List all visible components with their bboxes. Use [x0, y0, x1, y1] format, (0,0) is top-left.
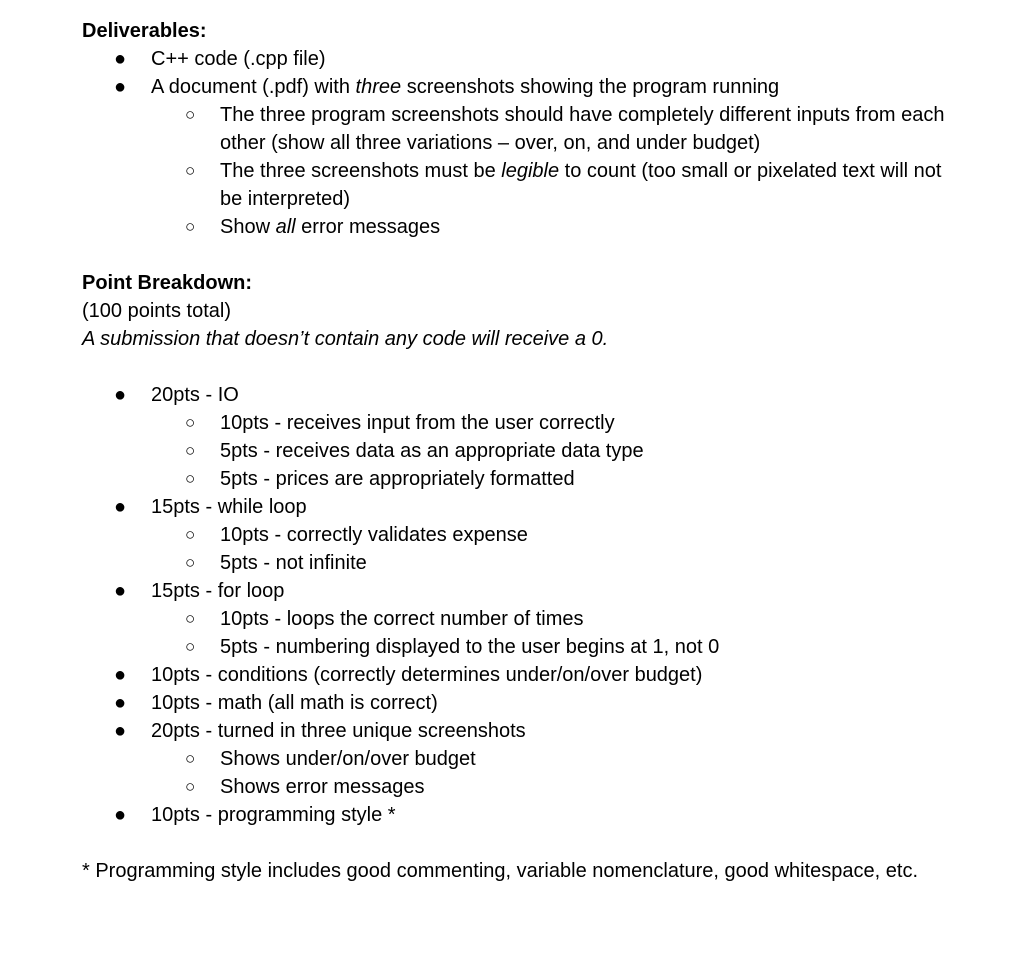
bullet-icon: ● — [114, 48, 127, 70]
bullet-icon: ● — [114, 580, 127, 602]
sub-bullet-icon: ○ — [185, 441, 196, 460]
zero-code-note: A submission that doesn’t contain any code will receive a 0. — [82, 328, 609, 350]
sub-bullet-icon: ○ — [185, 161, 196, 180]
deliverable-subitem-inputs: The three program screenshots should have completely different inputs from each other (show all three variations – over, on, and under budget) — [220, 104, 945, 154]
rubric-subitem: 10pts - correctly validates expense — [220, 524, 528, 546]
rubric-subitem: 10pts - receives input from the user correctly — [220, 412, 615, 434]
rubric-subitem: 10pts - loops the correct number of times — [220, 608, 584, 630]
bullet-icon: ● — [114, 664, 127, 686]
sub-bullet-icon: ○ — [185, 525, 196, 544]
sub-bullet-icon: ○ — [185, 637, 196, 656]
deliverable-item-code: C++ code (.cpp file) — [151, 48, 326, 70]
rubric-subitem: 5pts - numbering displayed to the user begins at 1, not 0 — [220, 636, 720, 658]
sub-bullet-icon: ○ — [185, 469, 196, 488]
point-breakdown-heading: Point Breakdown: — [82, 272, 253, 294]
rubric-item-conditions: 10pts - conditions (correctly determines under/on/over budget) — [151, 664, 703, 686]
deliverable-item-document: A document (.pdf) with three screenshots showing the program running — [151, 76, 780, 98]
points-total: (100 points total) — [82, 300, 231, 322]
rubric-subitem: Shows error messages — [220, 776, 425, 798]
sub-bullet-icon: ○ — [185, 553, 196, 572]
rubric-item-math: 10pts - math (all math is correct) — [151, 692, 438, 714]
rubric-subitem: 5pts - receives data as an appropriate data type — [220, 440, 644, 462]
deliverable-subitem-legible: The three screenshots must be legible to count (too small or pixelated text will not be interpreted) — [220, 160, 942, 210]
style-footnote: * Programming style includes good commenting, variable nomenclature, good whitespace, etc. — [82, 860, 918, 882]
sub-bullet-icon: ○ — [185, 609, 196, 628]
rubric-subitem: 5pts - prices are appropriately formatted — [220, 468, 575, 490]
bullet-icon: ● — [114, 76, 127, 98]
sub-bullet-icon: ○ — [185, 217, 196, 236]
bullet-icon: ● — [114, 692, 127, 714]
sub-bullet-icon: ○ — [185, 749, 196, 768]
sub-bullet-icon: ○ — [185, 777, 196, 796]
rubric-item-while-loop: 15pts - while loop — [151, 496, 307, 518]
rubric-subitem: 5pts - not infinite — [220, 552, 367, 574]
rubric-subitem: Shows under/on/over budget — [220, 748, 476, 770]
rubric-item-screenshots: 20pts - turned in three unique screenshots — [151, 720, 526, 742]
deliverable-subitem-errors: Show all error messages — [220, 216, 441, 238]
bullet-icon: ● — [114, 496, 127, 518]
bullet-icon: ● — [114, 804, 127, 826]
bullet-icon: ● — [114, 384, 127, 406]
rubric-item-for-loop: 15pts - for loop — [151, 580, 285, 602]
sub-bullet-icon: ○ — [185, 413, 196, 432]
rubric-item-style: 10pts - programming style * — [151, 804, 396, 826]
deliverables-heading: Deliverables: — [82, 20, 207, 42]
rubric-item-io: 20pts - IO — [151, 384, 239, 406]
sub-bullet-icon: ○ — [185, 105, 196, 124]
bullet-icon: ● — [114, 720, 127, 742]
